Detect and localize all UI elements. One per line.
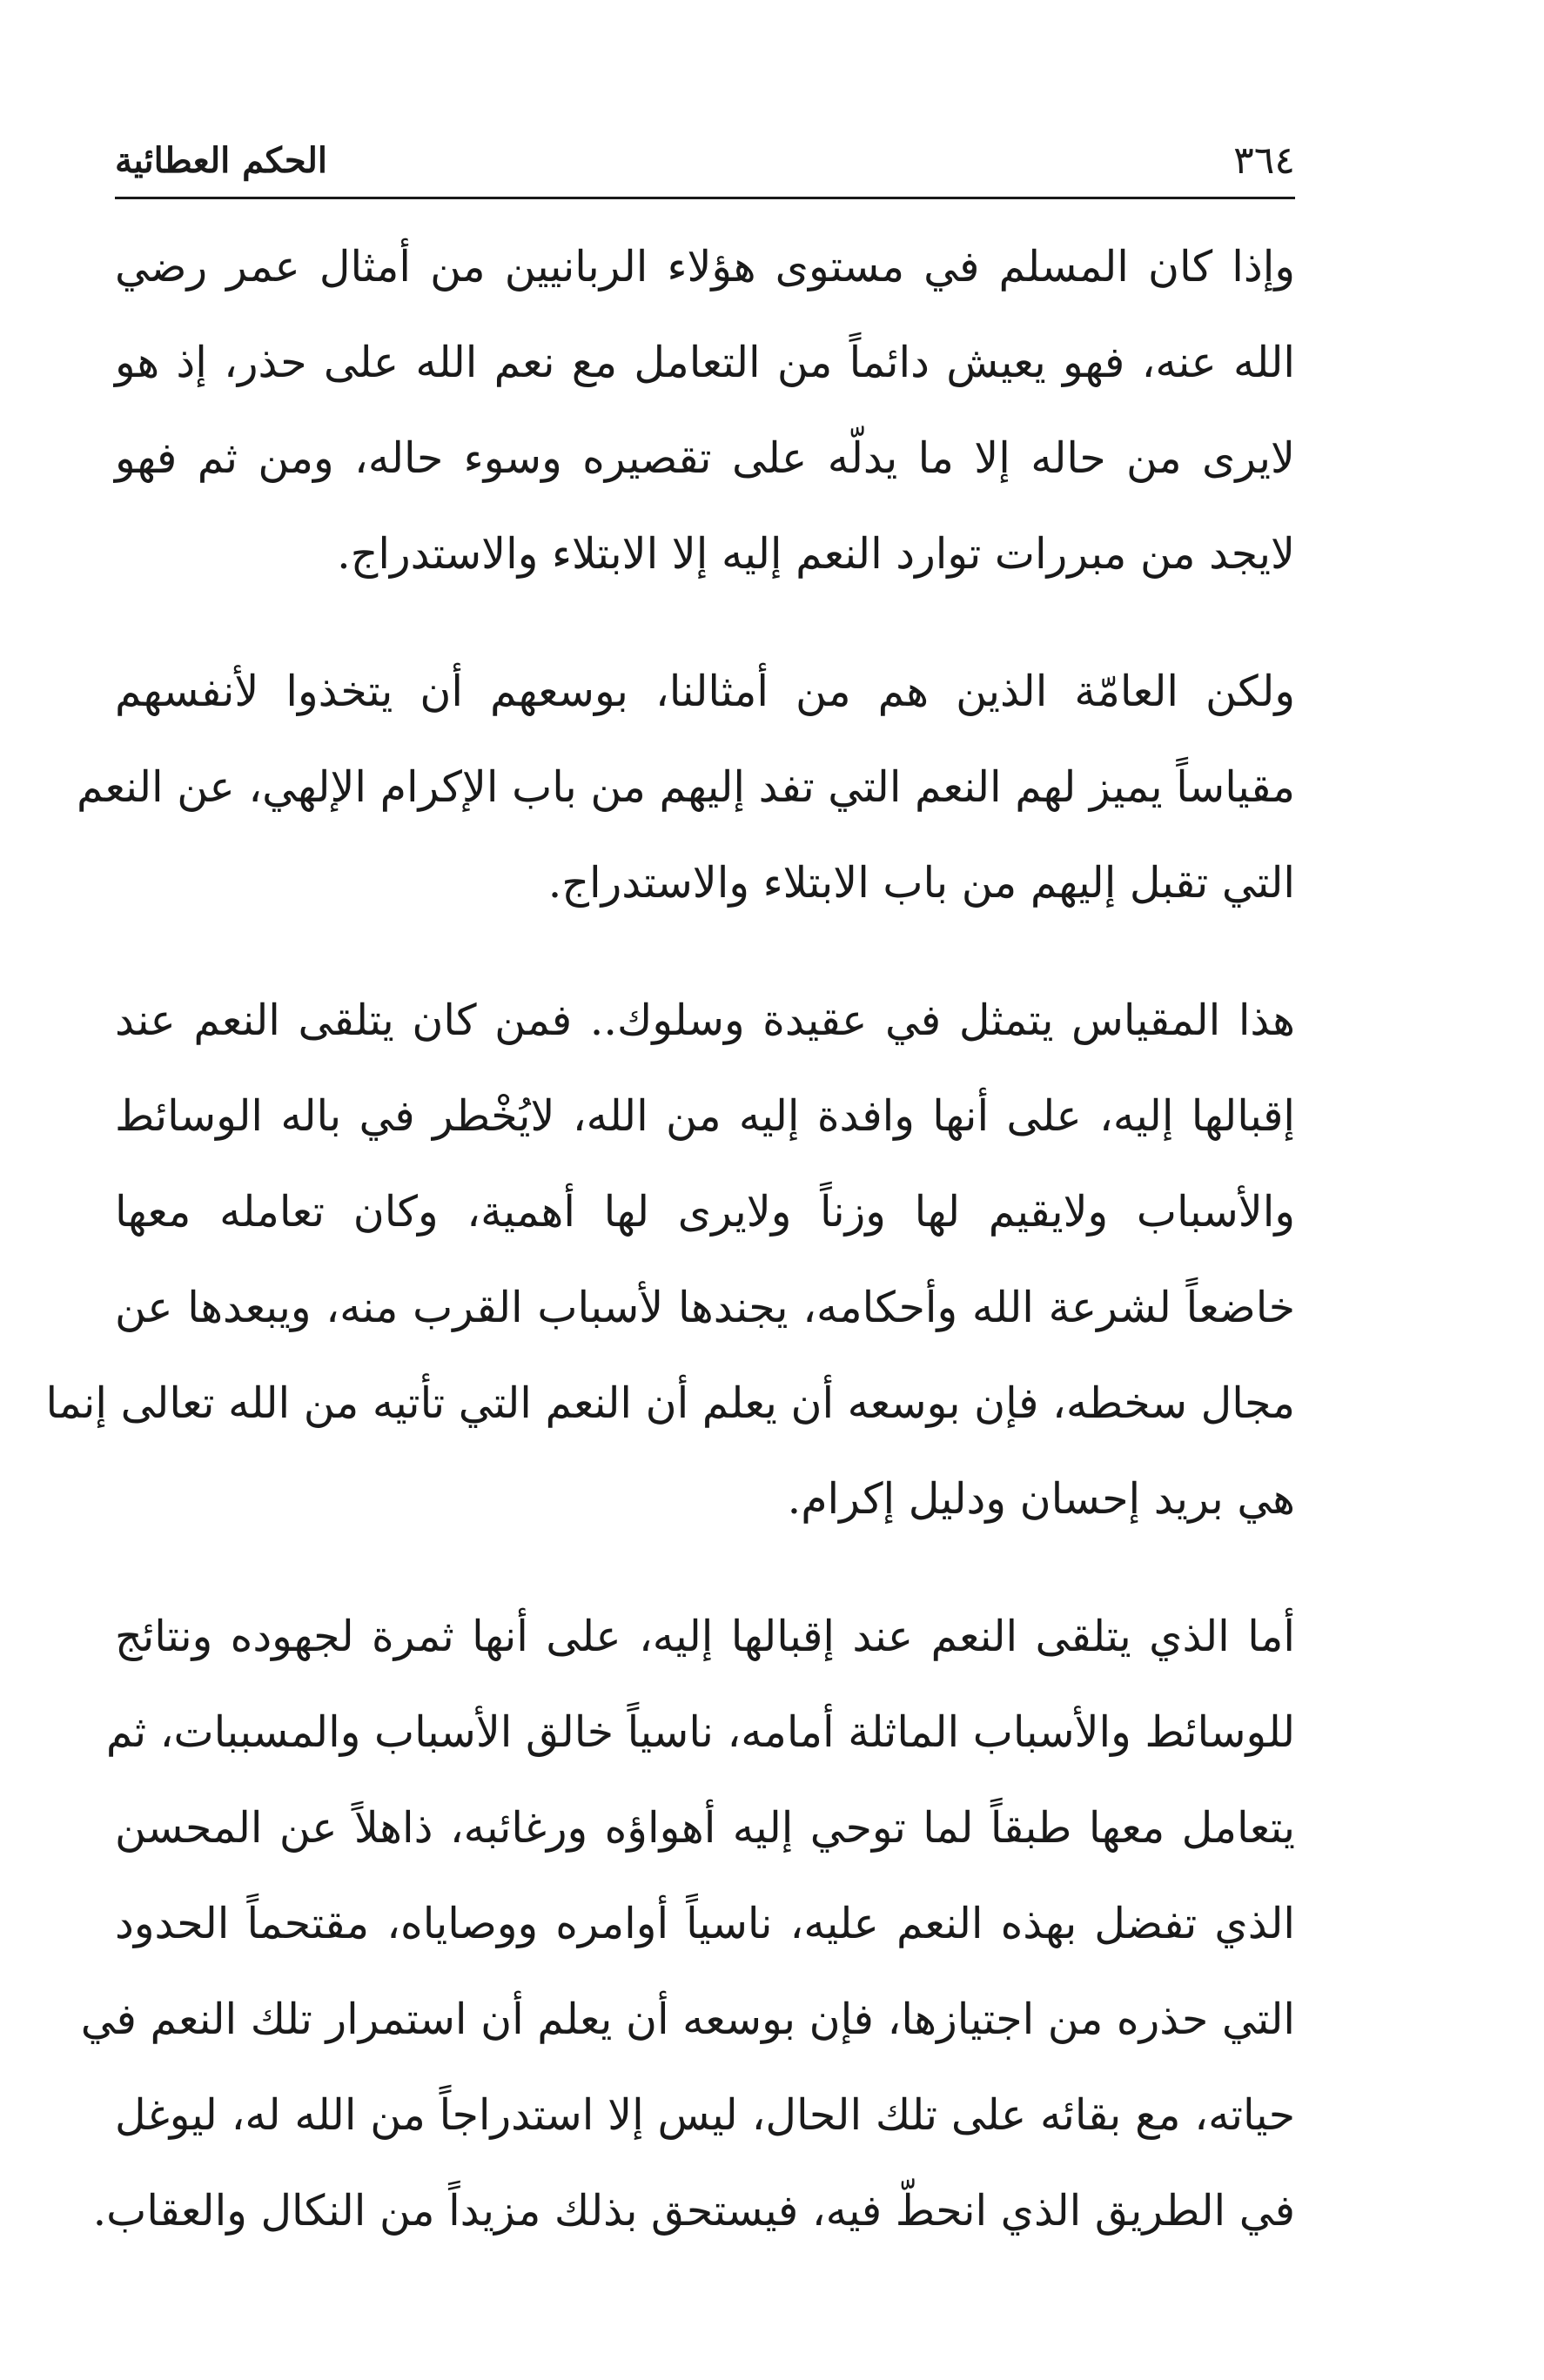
paragraph xyxy=(45,973,1295,1547)
text-line: لايرى من حاله إلا ما يدلّه على تقصيره وسوء حاله، ومن ثم فهو xyxy=(115,433,1295,483)
text-line: خاضعاً لشرعة الله وأحكامه، يجندها لأسباب القرب منه، ويبعدها عن xyxy=(115,1283,1295,1332)
text-line: والأسباب ولايقيم لها وزناً ولايرى لها أهمية، وكان تعامله معها xyxy=(115,1187,1295,1237)
running-header xyxy=(115,131,1295,191)
header-rule xyxy=(115,197,1295,199)
page-body xyxy=(45,219,1295,2301)
page-number: ٣٦٤ xyxy=(1233,138,1295,183)
text-line: أما الذي يتلقى النعم عند إقبالها إليه، على أنها ثمرة لجهوده ونتائج xyxy=(115,1612,1295,1661)
text-line: الذي تفضل بهذه النعم عليه، ناسياً أوامره ووصاياه، مقتحماً الحدود xyxy=(115,1899,1295,1948)
text-line: مجال سخطه، فإن بوسعه أن يعلم أن النعم التي تأتيه من الله تعالى إنما xyxy=(45,1378,1295,1428)
paragraph xyxy=(80,1589,1295,2259)
text-line: هي بريد إحسان ودليل إكرام. xyxy=(787,1474,1295,1524)
text-line: للوسائط والأسباب الماثلة أمامه، ناسياً خالق الأسباب والمسببات، ثم xyxy=(105,1707,1295,1757)
book-title: الحكم العطائية xyxy=(115,140,328,181)
text-line: إقبالها إليه، على أنها وافدة إليه من الله، لايُخْطر في باله الوسائط xyxy=(115,1091,1295,1141)
text-line: في الطريق الذي انحطّ فيه، فيستحق بذلك مزيداً من النكال والعقاب. xyxy=(92,2186,1295,2236)
text-line: حياته، مع بقائه على تلك الحال، ليس إلا استدراجاً من الله له، ليوغل xyxy=(115,2090,1295,2140)
text-line: مقياساً يميز لهم النعم التي تفد إليهم من باب الإكرام الإلهي، عن النعم xyxy=(77,762,1295,812)
text-line: هذا المقياس يتمثل في عقيدة وسلوك.. فمن كان يتلقى النعم عند xyxy=(115,996,1295,1045)
text-line: لايجد من مبررات توارد النعم إليه إلا الابتلاء والاستدراج. xyxy=(337,529,1295,579)
paragraph xyxy=(77,644,1295,931)
text-line: الله عنه، فهو يعيش دائماً من التعامل مع نعم الله على حذر، إذ هو xyxy=(115,338,1295,387)
text-line: التي تقبل إليهم من باب الابتلاء والاستدراج. xyxy=(547,858,1295,908)
text-line: ولكن العامّة الذين هم من أمثالنا، بوسعهم أن يتخذوا لأنفسهم xyxy=(115,667,1295,716)
text-line: التي حذره من اجتيازها، فإن بوسعه أن يعلم أن استمرار تلك النعم في xyxy=(80,1995,1295,2044)
text-line: وإذا كان المسلم في مستوى هؤلاء الربانيين من أمثال عمر رضي xyxy=(115,242,1295,292)
text-line: يتعامل معها طبقاً لما توحي إليه أهواؤه ورغائبه، ذاهلاً عن المحسن xyxy=(115,1803,1295,1853)
paragraph xyxy=(115,219,1295,602)
